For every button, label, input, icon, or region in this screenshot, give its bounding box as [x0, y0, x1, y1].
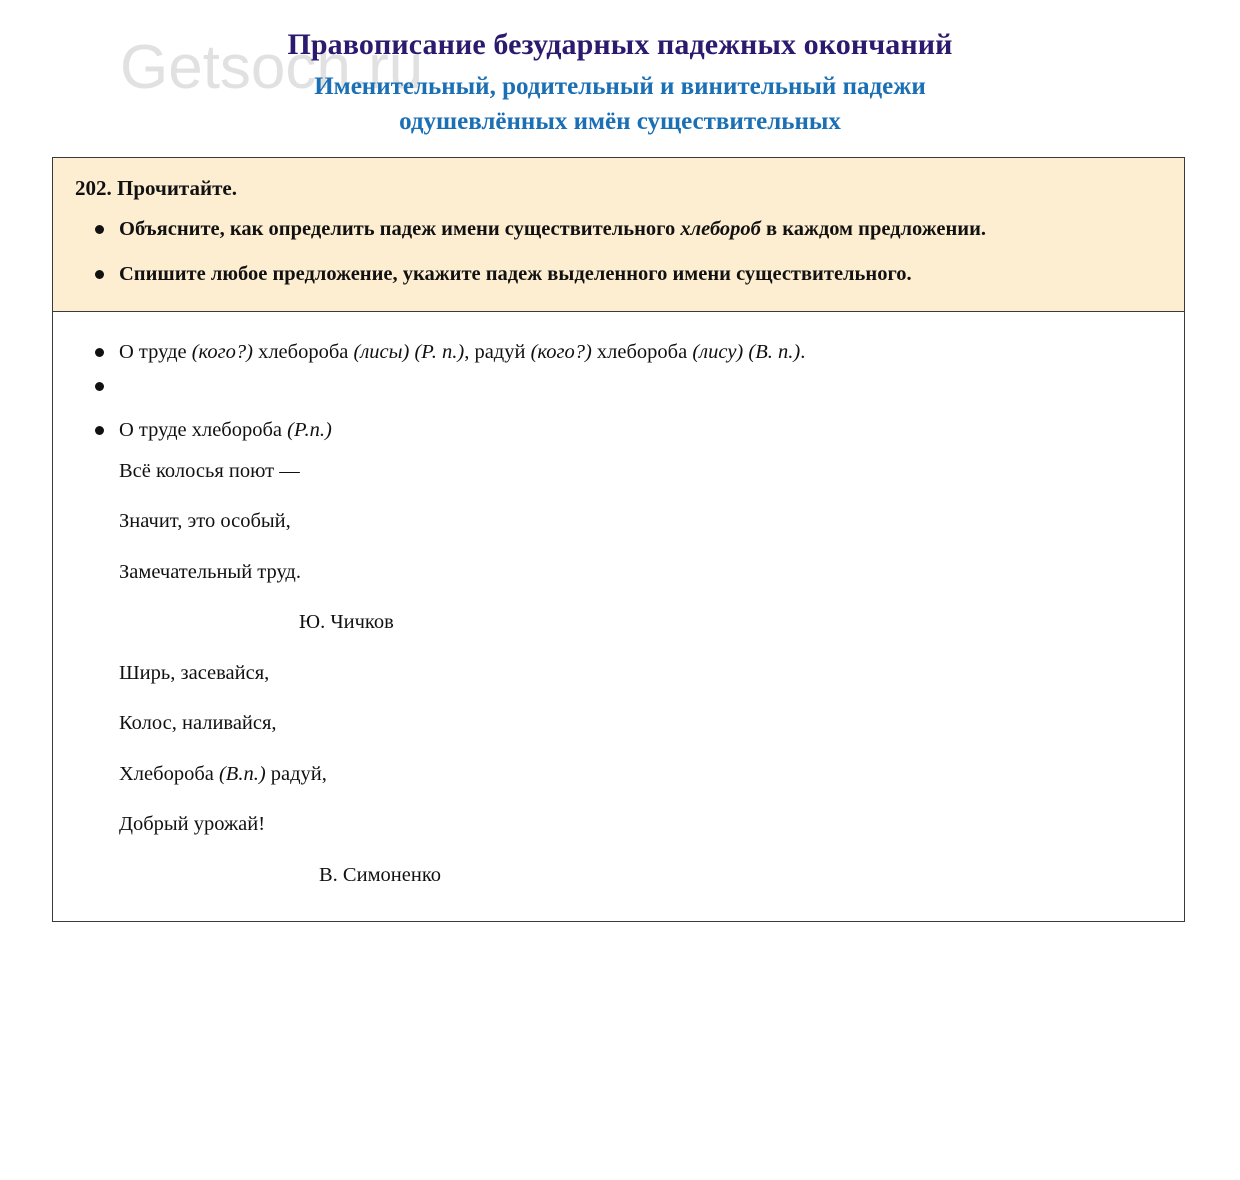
exercise-number: 202. Прочитайте. [75, 176, 237, 200]
answer-line-1-italic-4: (кого?) [530, 341, 592, 364]
worksheet-page [0, 28, 1240, 922]
poem-2-author: В. Симоненко [319, 863, 441, 886]
exercise-frame [52, 157, 1185, 922]
page-title: Правописание безударных падежных окончаний [287, 28, 953, 61]
task-instructions-box [53, 158, 1184, 312]
answer-line-1-italic-6: (В. п.) [748, 341, 801, 364]
watermark-top: Getsoch.ru [120, 33, 424, 102]
poem-2-line-3 [119, 764, 1160, 785]
poem-1-author: Ю. Чичков [299, 611, 394, 634]
poem-2-line-2: Колос, наливайся, [119, 712, 277, 735]
task-bullet-1-text-before: Объясните, как определить падеж имени существительного [119, 218, 681, 240]
answer-bullet-list [73, 336, 1160, 446]
poem-second [73, 663, 1160, 886]
task-bullet-1 [73, 213, 1160, 246]
poem-first [73, 461, 1160, 633]
task-bullet-2 [73, 258, 1160, 291]
answer-line-2-italic-1: (Р.п.) [287, 418, 332, 441]
poem-2-line-1: Ширь, засевайся, [119, 661, 270, 684]
poem-2-line-4: Добрый урожай! [119, 813, 266, 836]
answer-line-1-part-4: , радуй [464, 341, 531, 364]
page-subtitle-line-1: Именительный, родительный и винительный падежи [314, 73, 926, 100]
answer-line-1-part-7: . [800, 341, 806, 364]
answer-line-1-part-2: хлебороба [252, 341, 354, 364]
poem-2-line-3-part-1: Хлебороба [119, 762, 219, 785]
answer-line-2-part-1: О труде хлебороба [119, 418, 288, 441]
answer-line-1 [73, 336, 1160, 369]
task-bullet-list [73, 213, 1160, 291]
answer-line-1-italic-3: (Р. п.) [414, 341, 465, 364]
task-bullet-2-text: Спишите любое предложение, укажите падеж выделенного имени существительного. [119, 263, 912, 286]
answer-line-2 [73, 414, 1160, 447]
poem-1-line-1: Всё колосья поют — [119, 459, 300, 482]
poem-2-line-3-italic: (В.п.) [218, 762, 266, 785]
answer-line-1-italic-1: (кого?) [191, 341, 253, 364]
answer-line-1-part-5: хлебороба [591, 341, 693, 364]
poem-1-line-3: Замечательный труд. [119, 560, 301, 583]
page-subtitle [40, 70, 1200, 139]
task-bullet-1-text-after: в каждом предложении. [760, 218, 987, 240]
answer-line-1-part-1: О труде [119, 341, 192, 364]
poem-2-line-3-part-2: радуй, [265, 762, 327, 785]
task-bullet-1-italic: хлебороб [680, 218, 761, 240]
answer-line-1-italic-5: (лису) [692, 341, 744, 364]
answer-box [53, 312, 1184, 921]
answer-spacer [73, 370, 1160, 414]
poem-1-line-2: Значит, это особый, [119, 510, 291, 533]
answer-line-1-italic-2: (лисы) [353, 341, 410, 364]
page-subtitle-line-2: одушевлённых имён существительных [399, 107, 841, 135]
